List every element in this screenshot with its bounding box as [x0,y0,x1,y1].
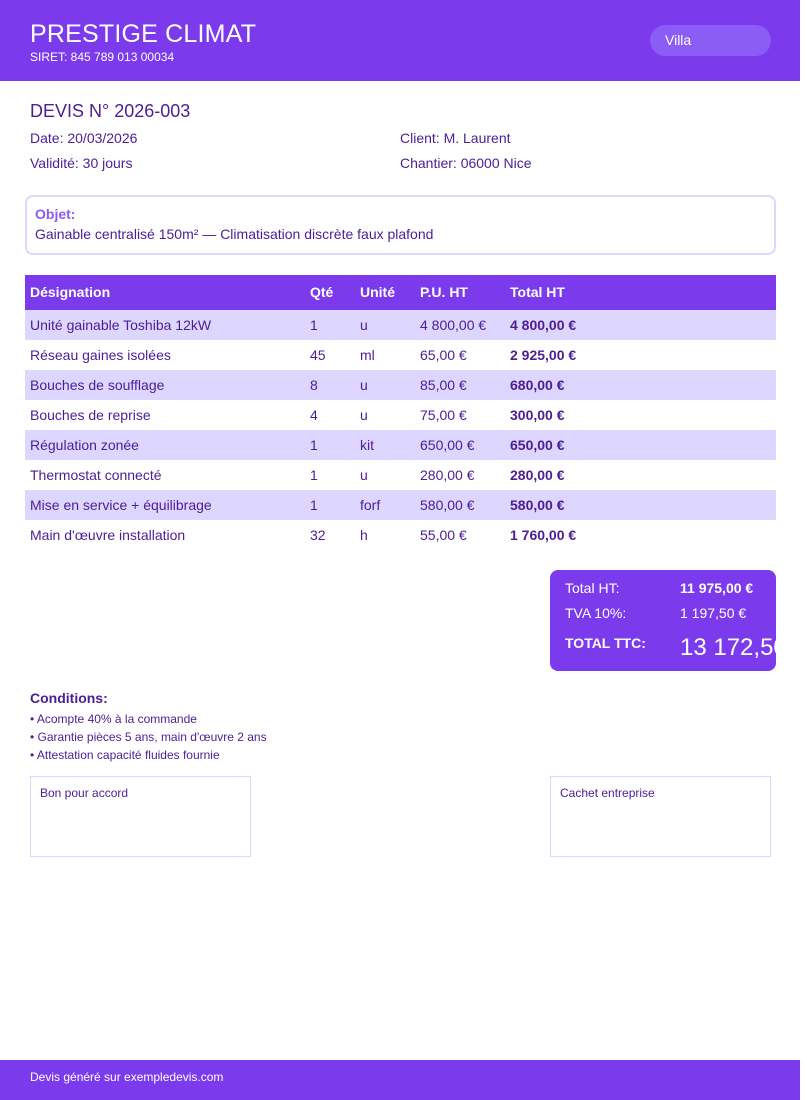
cell-unit-price: 4 800,00 € [420,317,487,333]
company-stamp-box [550,776,771,857]
cell-qty: 4 [310,407,318,423]
header-qty: Qté [310,284,334,300]
cell-designation: Bouches de soufflage [30,377,165,393]
cell-unit-price: 280,00 € [420,467,475,483]
siret-number: SIRET: 845 789 013 00034 [30,50,175,64]
cell-designation: Régulation zonée [30,437,139,453]
cell-total: 1 760,00 € [510,527,577,543]
cell-total: 300,00 € [510,407,565,423]
header-unit: Unité [360,284,395,300]
object-box [25,195,776,255]
cell-designation: Thermostat connecté [30,467,162,483]
cell-unit-price: 650,00 € [420,437,475,453]
table-row [25,310,776,340]
table-row [25,340,776,370]
condition-item: • Garantie pièces 5 ans, main d'œuvre 2 ans [30,730,267,744]
cell-designation: Bouches de reprise [30,407,151,423]
condition-item: • Acompte 40% à la commande [30,712,197,726]
header-total: Total HT [510,284,565,300]
totals-box [550,570,807,671]
cell-unit: forf [360,497,381,513]
company-name: PRESTIGE CLIMAT [30,20,257,48]
table-header [25,275,776,310]
conditions-list [30,710,267,764]
cell-total: 4 800,00 € [510,317,577,333]
cell-unit-price: 55,00 € [420,527,467,543]
cell-total: 680,00 € [510,377,565,393]
cell-qty: 1 [310,317,318,333]
table-row [25,460,776,490]
cell-qty: 32 [310,527,326,543]
cell-total: 580,00 € [510,497,565,513]
condition-item: • Attestation capacité fluides fournie [30,748,220,762]
stamp-label: Cachet entreprise [560,786,655,800]
cell-total: 2 925,00 € [510,347,577,363]
total-ht-value: 11 975,00 € [680,580,754,596]
cell-qty: 8 [310,377,318,393]
header-unit-price: P.U. HT [420,284,468,300]
cell-unit: ml [360,347,375,363]
header-bar [0,0,800,81]
approval-signature-box [30,776,251,857]
cell-qty: 1 [310,437,318,453]
property-type-badge: Villa [650,25,771,56]
cell-unit-price: 65,00 € [420,347,467,363]
table-row [25,430,776,460]
object-description: Gainable centralisé 150m² — Climatisation discrète faux plafond [35,226,434,242]
table-row [25,400,776,430]
table-row [25,490,776,520]
footer-bar [0,1060,800,1100]
object-label: Objet: [35,206,76,222]
cell-designation: Réseau gaines isolées [30,347,171,363]
cell-unit-price: 580,00 € [420,497,475,513]
cell-unit: u [360,317,368,333]
cell-designation: Main d'œuvre installation [30,527,186,543]
cell-designation: Unité gainable Toshiba 12kW [30,317,212,333]
cell-qty: 1 [310,497,318,513]
site-location: Chantier: 06000 Nice [400,155,532,171]
items-table [25,275,776,550]
cell-qty: 45 [310,347,326,363]
cell-designation: Mise en service + équilibrage [30,497,212,513]
cell-unit: kit [360,437,374,453]
cell-qty: 1 [310,467,318,483]
total-ttc-value: 13 172,50 € [680,634,807,661]
cell-total: 650,00 € [510,437,565,453]
cell-unit-price: 75,00 € [420,407,467,423]
conditions-title: Conditions: [30,690,108,706]
table-row [25,520,776,550]
cell-unit: h [360,527,368,543]
tva-value: 1 197,50 € [680,605,747,621]
total-ttc-label: TOTAL TTC: [565,635,646,651]
total-ht-label: Total HT: [565,580,620,596]
cell-unit-price: 85,00 € [420,377,467,393]
quote-validity: Validité: 30 jours [30,155,133,171]
tva-label: TVA 10%: [565,605,627,621]
quote-date: Date: 20/03/2026 [30,130,138,146]
approval-label: Bon pour accord [40,786,129,800]
cell-unit: u [360,377,368,393]
header-designation: Désignation [30,284,111,300]
table-body [25,310,776,550]
quote-title: DEVIS N° 2026-003 [30,101,191,121]
client-name: Client: M. Laurent [400,130,511,146]
cell-unit: u [360,407,368,423]
table-row [25,370,776,400]
cell-total: 280,00 € [510,467,565,483]
cell-unit: u [360,467,368,483]
footer-text: Devis généré sur exempledevis.com [30,1070,224,1084]
